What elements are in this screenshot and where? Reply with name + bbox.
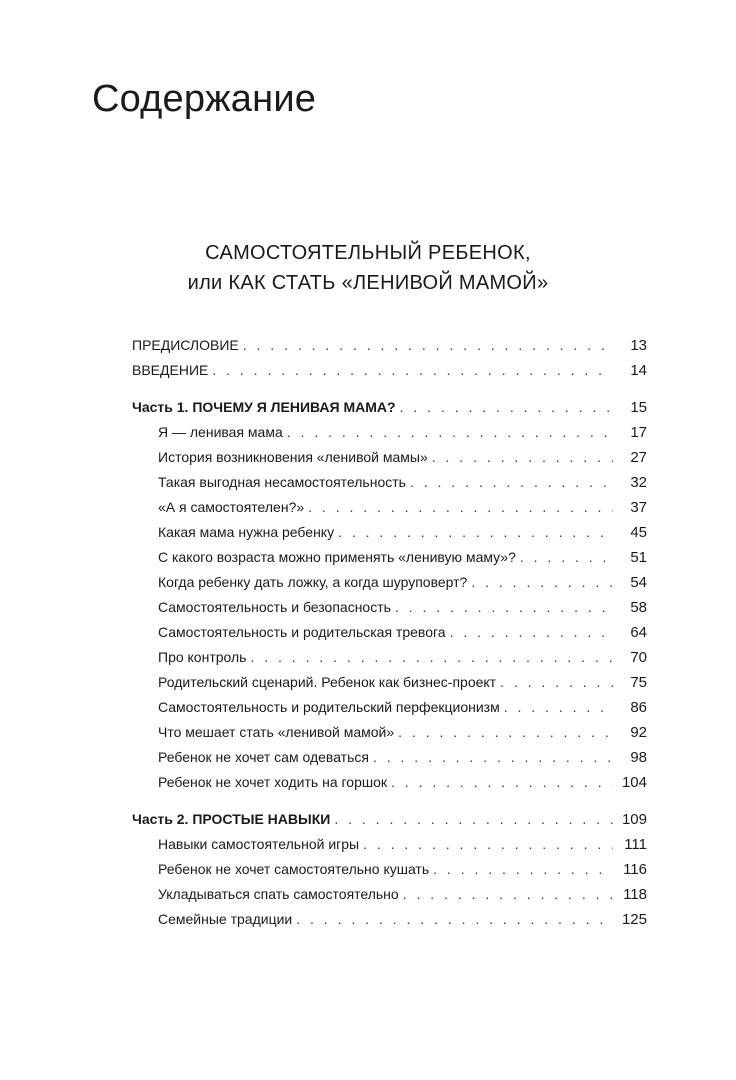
toc-entry bbox=[132, 645, 647, 670]
toc-entry bbox=[132, 520, 647, 545]
toc-entry bbox=[132, 358, 647, 383]
dot-leader bbox=[250, 645, 613, 670]
toc-entry-page-number: 98 bbox=[630, 749, 647, 766]
toc-entry-title: Навыки самостоятельной игры bbox=[158, 836, 360, 852]
toc-entry bbox=[132, 545, 647, 570]
dot-leader bbox=[398, 720, 613, 745]
toc-entry bbox=[132, 495, 647, 520]
book-title-line1: САМОСТОЯТЕЛЬНЫЙ РЕБЕНОК, bbox=[205, 242, 531, 264]
toc-entry-page-number: 45 bbox=[630, 524, 647, 541]
toc-entry-page-number: 75 bbox=[630, 674, 647, 691]
toc-entry bbox=[132, 720, 647, 745]
dot-leader bbox=[243, 333, 613, 358]
toc-entry-title: Какая мама нужна ребенку bbox=[158, 524, 335, 540]
toc-entry bbox=[132, 570, 647, 595]
dot-leader bbox=[212, 358, 613, 383]
dot-leader bbox=[395, 595, 613, 620]
toc-entry bbox=[132, 445, 647, 470]
toc-entry-page-number: 51 bbox=[630, 549, 647, 566]
toc-entry-page-number: 92 bbox=[630, 724, 647, 741]
dot-leader bbox=[287, 420, 613, 445]
toc-entry bbox=[132, 882, 647, 907]
toc-entry-title: Самостоятельность и родительская тревога bbox=[158, 624, 446, 640]
dot-leader bbox=[373, 745, 613, 770]
dot-leader bbox=[500, 670, 613, 695]
toc-entry-page-number: 17 bbox=[630, 424, 647, 441]
dot-leader bbox=[338, 520, 613, 545]
toc-entry-page-number: 116 bbox=[623, 861, 647, 878]
toc-entry-page-number: 37 bbox=[630, 499, 647, 516]
dot-leader bbox=[504, 695, 613, 720]
dot-leader bbox=[450, 620, 613, 645]
dot-leader bbox=[391, 770, 613, 795]
toc-entry-title: ВВЕДЕНИЕ bbox=[132, 362, 209, 378]
book-title bbox=[0, 238, 736, 298]
toc-entry bbox=[132, 857, 647, 882]
dot-leader bbox=[403, 882, 613, 907]
toc-entry bbox=[132, 695, 647, 720]
toc-entry-title: С какого возраста можно применять «ленивую маму»? bbox=[158, 549, 516, 565]
toc-entry bbox=[132, 620, 647, 645]
toc-entry-page-number: 32 bbox=[630, 474, 647, 491]
toc-entry-title: Такая выгодная несамостоятельность bbox=[158, 474, 406, 490]
toc-entry-title: Семейные традиции bbox=[158, 911, 293, 927]
toc-entry-page-number: 86 bbox=[630, 699, 647, 716]
toc-entry-title: Я — ленивая мама bbox=[158, 424, 283, 440]
dot-leader bbox=[410, 470, 613, 495]
toc-entry bbox=[132, 670, 647, 695]
dot-leader bbox=[334, 807, 613, 832]
toc-entry bbox=[132, 907, 647, 932]
toc-entry bbox=[132, 595, 647, 620]
toc-entry-page-number: 104 bbox=[621, 774, 647, 791]
toc-entry bbox=[132, 770, 647, 795]
toc-entry-page-number: 111 bbox=[624, 836, 647, 853]
toc-entry-page-number: 118 bbox=[623, 886, 647, 903]
dot-leader bbox=[471, 570, 613, 595]
book-title-line2: или КАК СТАТЬ «ЛЕНИВОЙ МАМОЙ» bbox=[187, 272, 549, 294]
toc-entry-page-number: 58 bbox=[630, 599, 647, 616]
toc-entry bbox=[132, 745, 647, 770]
toc-entry-page-number: 54 bbox=[630, 574, 647, 591]
toc-entry-title: Ребенок не хочет самостоятельно кушать bbox=[158, 861, 430, 877]
toc-entry-title: Родительский сценарий. Ребенок как бизнес-проект bbox=[158, 674, 497, 690]
toc-entry-title: Часть 1. ПОЧЕМУ Я ЛЕНИВАЯ МАМА? bbox=[132, 399, 396, 415]
toc-entry-page-number: 70 bbox=[630, 649, 647, 666]
toc-entry-page-number: 64 bbox=[630, 624, 647, 641]
toc-entry-title: Когда ребенку дать ложку, а когда шуруповерт? bbox=[158, 574, 468, 590]
toc-entry-title: Самостоятельность и безопасность bbox=[158, 599, 391, 615]
toc-entry-page-number: 14 bbox=[630, 362, 647, 379]
toc-entry-page-number: 13 bbox=[630, 337, 647, 354]
dot-leader bbox=[432, 445, 613, 470]
dot-leader bbox=[520, 545, 613, 570]
toc-entry-title: История возникновения «ленивой мамы» bbox=[158, 449, 428, 465]
toc-entry-title: Часть 2. ПРОСТЫЕ НАВЫКИ bbox=[132, 811, 331, 827]
toc-entry-page-number: 15 bbox=[630, 399, 647, 416]
dot-leader bbox=[400, 395, 613, 420]
toc-entry-title: Про контроль bbox=[158, 649, 247, 665]
toc-entry-title: ПРЕДИСЛОВИЕ bbox=[132, 337, 239, 353]
table-of-contents bbox=[132, 333, 647, 932]
page-title: Содержание bbox=[92, 78, 317, 120]
toc-entry bbox=[132, 420, 647, 445]
toc-entry bbox=[132, 333, 647, 358]
toc-entry-title: Ребенок не хочет сам одеваться bbox=[158, 749, 369, 765]
dot-leader bbox=[296, 907, 613, 932]
toc-entry-title: Укладываться спать самостоятельно bbox=[158, 886, 399, 902]
toc-entry bbox=[132, 395, 647, 420]
toc-entry bbox=[132, 832, 647, 857]
toc-entry bbox=[132, 807, 647, 832]
toc-entry-title: Ребенок не хочет ходить на горшок bbox=[158, 774, 388, 790]
toc-entry-page-number: 27 bbox=[630, 449, 647, 466]
dot-leader bbox=[433, 857, 613, 882]
dot-leader bbox=[363, 832, 613, 857]
toc-entry-title: Самостоятельность и родительский перфекционизм bbox=[158, 699, 500, 715]
toc-entry-title: Что мешает стать «ленивой мамой» bbox=[158, 724, 395, 740]
dot-leader bbox=[308, 495, 613, 520]
toc-entry-title: «А я самостоятелен?» bbox=[158, 499, 305, 515]
toc-entry-page-number: 109 bbox=[621, 811, 647, 828]
toc-entry-page-number: 125 bbox=[621, 911, 647, 928]
toc-entry bbox=[132, 470, 647, 495]
